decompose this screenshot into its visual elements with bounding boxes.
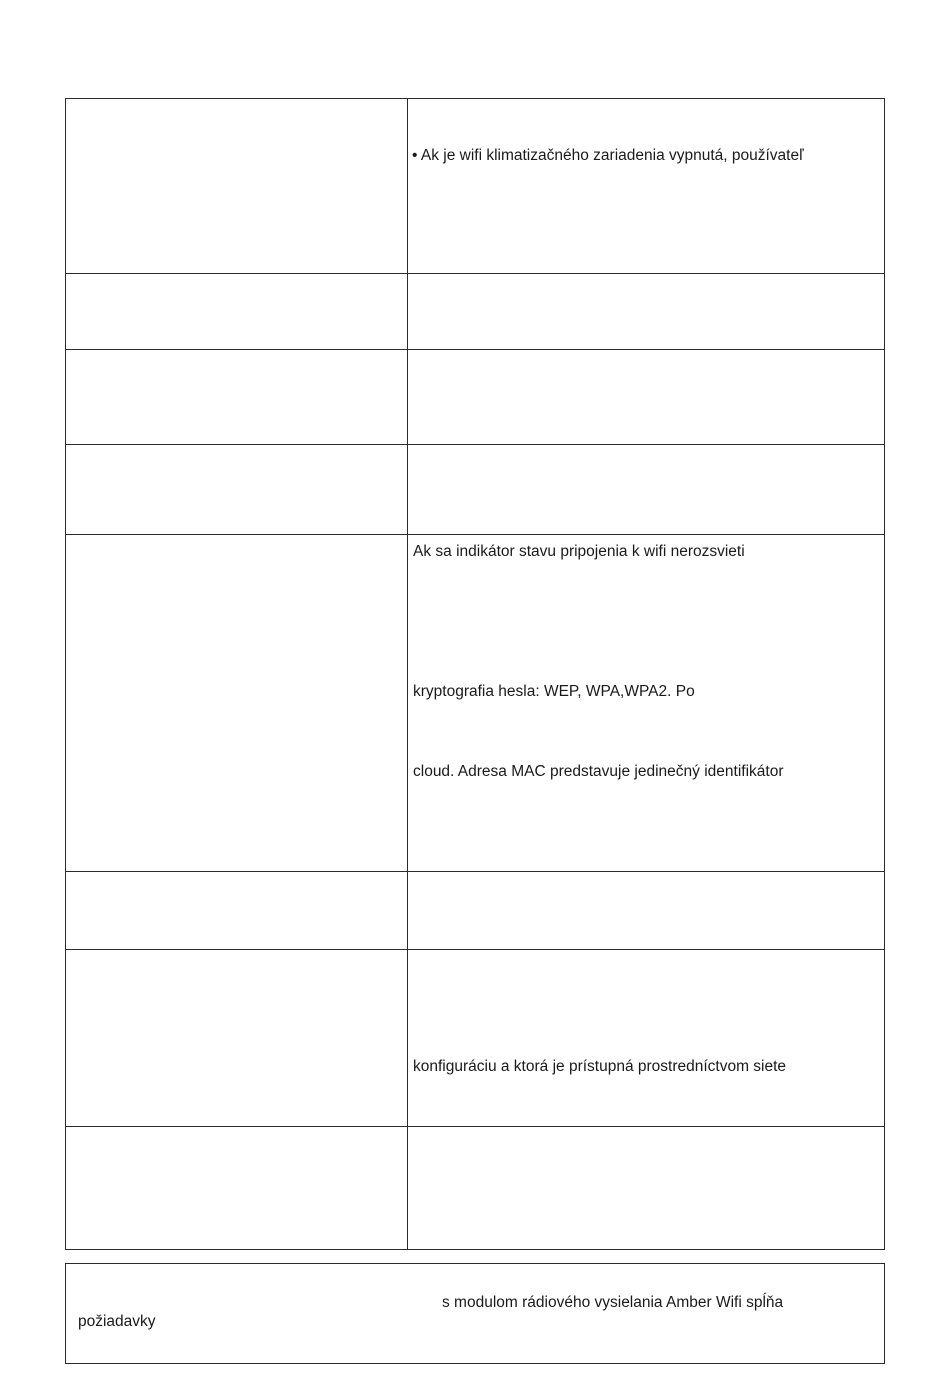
wifi-indicator-note: Ak sa indikátor stavu pripojenia k wifi nerozsvieti bbox=[413, 543, 745, 560]
declaration-text: s modulom rádiového vysielania Amber Wifi spĺňa bbox=[442, 1294, 784, 1311]
declaration-box bbox=[65, 1263, 885, 1364]
table-row-divider bbox=[65, 273, 885, 274]
table-column-divider bbox=[407, 98, 408, 1250]
mac-address-note: cloud. Adresa MAC predstavuje jedinečný identifikátor bbox=[413, 763, 784, 780]
wifi-off-note: • Ak je wifi klimatizačného zariadenia vypnutá, používateľ bbox=[412, 147, 804, 164]
password-crypto-note: kryptografia hesla: WEP, WPA,WPA2. Po bbox=[413, 683, 695, 700]
content-table bbox=[65, 98, 885, 1250]
table-row-divider bbox=[65, 949, 885, 950]
configuration-note: konfiguráciu a ktorá je prístupná prostredníctvom siete bbox=[413, 1058, 787, 1075]
table-row-divider bbox=[65, 871, 885, 872]
table-row-divider bbox=[65, 534, 885, 535]
declaration-requirements: požiadavky bbox=[78, 1313, 156, 1330]
table-row-divider bbox=[65, 1126, 885, 1127]
table-row-divider bbox=[65, 349, 885, 350]
table-row-divider bbox=[65, 444, 885, 445]
